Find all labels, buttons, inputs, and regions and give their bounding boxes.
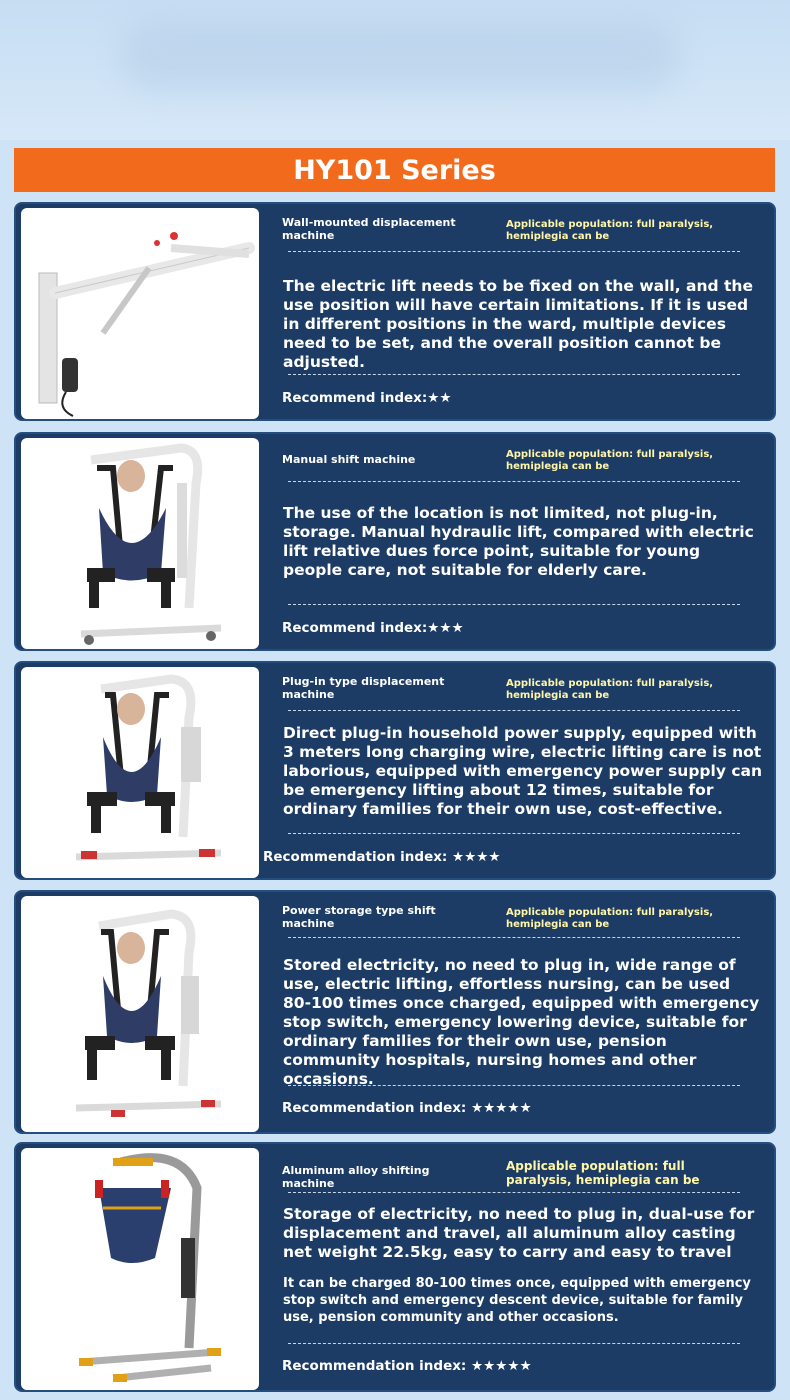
manual-lift-illustration (21, 438, 259, 649)
divider (288, 833, 740, 834)
product-description: Storage of electricity, no need to plug in, dual-use for displacement and travel, all aluminum alloy casting net weight 22.5kg, easy to carry and easy to travel (283, 1205, 755, 1261)
series-banner (14, 148, 775, 192)
product-name: Power storage type shift machine (282, 904, 436, 930)
product-description-extra: It can be charged 80-100 times once, equipped with emergency stop switch and emergency descent device, suitable for family use, pension community and other occasions. (283, 1276, 751, 1325)
product-image (21, 438, 259, 649)
rating-stars: ★★★★ (452, 849, 501, 865)
product-image (21, 667, 259, 878)
product-description: The electric lift needs to be fixed on the wall, and the use position will have certain limitations. If it is used in different positions in the ward, multiple devices need to be set, and the overall position cannot be adjusted. (283, 277, 753, 371)
product-description: Direct plug-in household power supply, equipped with 3 meters long charging wire, electric lifting care is not laborious, equipped with emergency power supply can be emergency lifting about 12 times, suitable for ordinary families for their own use, cost-effective. (283, 724, 763, 818)
product-name: Aluminum alloy shifting machine (282, 1164, 430, 1190)
product-name: Plug-in type displacement machine (282, 675, 445, 701)
product-description: The use of the location is not limited, not plug-in, storage. Manual hydraulic lift, compared with electric lift relative dues force point, suitable for young people care, not suitable for elderly care. (283, 504, 754, 579)
product-card-plug-in (14, 661, 776, 880)
divider (288, 251, 740, 252)
divider (288, 1085, 740, 1086)
product-image (21, 1148, 259, 1390)
product-card-power-storage (14, 890, 776, 1134)
product-card-aluminum (14, 1142, 776, 1392)
product-image (21, 896, 259, 1132)
divider (288, 710, 740, 711)
top-background (0, 0, 790, 140)
power-storage-lift-illustration (21, 896, 259, 1132)
divider (288, 374, 740, 375)
plug-in-lift-illustration (21, 667, 259, 878)
recommend-label: Recommend index: (282, 390, 428, 406)
rating-stars: ★★★★★ (471, 1358, 532, 1374)
recommend-index (263, 849, 500, 865)
divider (288, 1343, 740, 1344)
divider (288, 937, 740, 938)
product-card-manual (14, 432, 776, 651)
divider (288, 1192, 740, 1193)
product-card-wall-mounted (14, 202, 776, 421)
applicable-population: Applicable population: full paralysis, hemiplegia can be (506, 907, 714, 930)
aluminum-lift-illustration (21, 1148, 259, 1390)
blurred-heading (120, 20, 680, 90)
rating-stars: ★★★ (427, 620, 464, 636)
applicable-population: Applicable population: full paralysis, hemiplegia can be (506, 449, 714, 472)
wall-lift-illustration (21, 208, 259, 419)
series-title: HY101 Series (293, 154, 496, 186)
recommend-label: Recommendation index: (282, 1100, 472, 1116)
recommend-index (282, 390, 451, 406)
rating-stars: ★★★★★ (471, 1100, 532, 1116)
rating-stars: ★★ (427, 390, 452, 406)
recommend-index (282, 1358, 532, 1374)
divider (288, 481, 740, 482)
recommend-label: Recommendation index: (263, 849, 453, 865)
applicable-population: Applicable population: full paralysis, hemiplegia can be (506, 678, 714, 701)
recommend-label: Recommendation index: (282, 1358, 472, 1374)
divider (288, 604, 740, 605)
applicable-population: Applicable population: full paralysis, hemiplegia can be (506, 219, 714, 242)
recommend-label: Recommend index: (282, 620, 428, 636)
product-image (21, 208, 259, 419)
product-name: Manual shift machine (282, 453, 416, 466)
product-name: Wall-mounted displacement machine (282, 216, 456, 242)
recommend-index (282, 1100, 532, 1116)
product-description: Stored electricity, no need to plug in, wide range of use, electric lifting, effortless nursing, can be used 80-100 times once charged, equipped with emergency stop switch, emergency lowering device, suitable for ordinary families for their own use, pension community hospitals, nursing homes and other occasions. (283, 956, 760, 1088)
applicable-population: Applicable population: full paralysis, hemiplegia can be (506, 1159, 700, 1187)
recommend-index (282, 620, 464, 636)
